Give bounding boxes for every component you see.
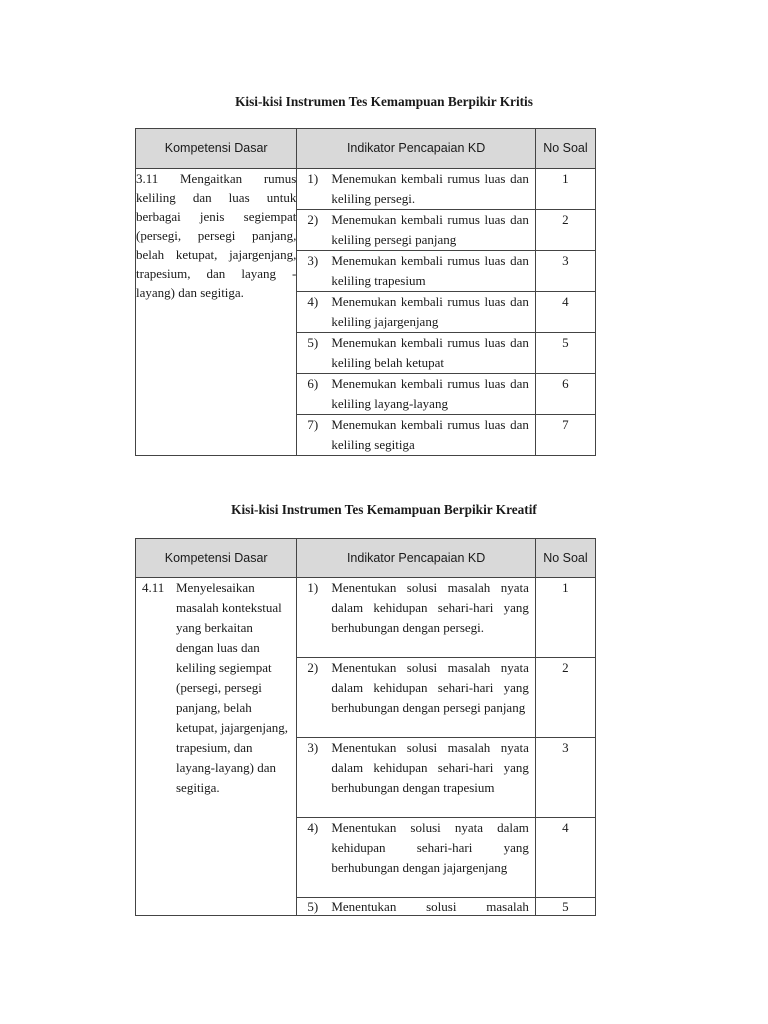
table1-row-no: 7 bbox=[535, 415, 595, 456]
row-number: 2) bbox=[307, 212, 319, 227]
row-number: 5) bbox=[307, 335, 319, 350]
table2-kd-cell bbox=[136, 578, 297, 916]
row-number: 3) bbox=[307, 740, 319, 755]
table1-row-no: 2 bbox=[535, 210, 595, 251]
table1-row-no: 4 bbox=[535, 292, 595, 333]
row-number: 7) bbox=[307, 417, 319, 432]
table2-row-indikator bbox=[297, 898, 536, 916]
table1-row-indikator bbox=[297, 333, 536, 374]
table2 bbox=[135, 538, 596, 916]
table1-row-indikator bbox=[297, 251, 536, 292]
row-text: Menentukan solusi nyata dalam kehidupan sehari-hari yang berhubungan dengan jajargenjang bbox=[331, 820, 529, 875]
kd-text: Menyelesaikan masalah kontekstual yang berkaitan dengan luas dan keliling segiempat (persegi, persegi panjang, belah ketupat, jajargenjang, trapesium, dan layang-layang) dan segitiga. bbox=[176, 580, 289, 795]
table2-row-no: 3 bbox=[535, 738, 595, 818]
row-text: Menentukan solusi masalah nyata dalam kehidupan sehari-hari yang berhubungan dengan persegi panjang bbox=[331, 660, 529, 715]
row-text: Menemukan kembali rumus luas dan keliling segitiga bbox=[331, 417, 529, 452]
table2-row-indikator bbox=[297, 738, 536, 818]
table1-row-indikator bbox=[297, 210, 536, 251]
table1-row-no: 3 bbox=[535, 251, 595, 292]
table2-header-indikator: Indikator Pencapaian KD bbox=[297, 539, 536, 578]
table1 bbox=[135, 128, 596, 456]
row-text: Menemukan kembali rumus luas dan keliling layang-layang bbox=[331, 376, 529, 411]
table1-row-indikator bbox=[297, 415, 536, 456]
table2-row-indikator bbox=[297, 658, 536, 738]
table2-row-no: 4 bbox=[535, 818, 595, 898]
row-number: 5) bbox=[307, 899, 319, 914]
row-text: Menemukan kembali rumus luas dan keliling belah ketupat bbox=[331, 335, 529, 370]
row-number: 2) bbox=[307, 660, 319, 675]
table2-row-no: 2 bbox=[535, 658, 595, 738]
table1-header-no-soal: No Soal bbox=[535, 129, 595, 169]
table2-row-no: 1 bbox=[535, 578, 595, 658]
row-number: 6) bbox=[307, 376, 319, 391]
table2-title: Kisi-kisi Instrumen Tes Kemampuan Berpikir Kreatif bbox=[231, 502, 537, 517]
row-text: Menentukan solusi masalah bbox=[331, 899, 529, 914]
table1-header-indikator: Indikator Pencapaian KD bbox=[297, 129, 536, 169]
table1-row-indikator bbox=[297, 292, 536, 333]
kd-code: 4.11 bbox=[142, 580, 165, 595]
row-text: Menentukan solusi masalah nyata dalam kehidupan sehari-hari yang berhubungan dengan trapesium bbox=[331, 740, 529, 795]
table1-title: Kisi-kisi Instrumen Tes Kemampuan Berpikir Kritis bbox=[235, 94, 533, 109]
row-number: 4) bbox=[307, 820, 319, 835]
row-text: Menemukan kembali rumus luas dan keliling trapesium bbox=[331, 253, 529, 288]
row-text: Menemukan kembali rumus luas dan keliling persegi. bbox=[331, 171, 529, 206]
table1-row-indikator bbox=[297, 374, 536, 415]
row-text: Menentukan solusi masalah nyata dalam kehidupan sehari-hari yang berhubungan dengan persegi. bbox=[331, 580, 529, 635]
row-number: 1) bbox=[307, 580, 319, 595]
row-text: Menemukan kembali rumus luas dan keliling persegi panjang bbox=[331, 212, 529, 247]
table2-row-indikator bbox=[297, 818, 536, 898]
table1-header-kd: Kompetensi Dasar bbox=[136, 129, 297, 169]
table1-row-indikator bbox=[297, 169, 536, 210]
row-number: 1) bbox=[307, 171, 319, 186]
table1-row-no: 1 bbox=[535, 169, 595, 210]
row-number: 3) bbox=[307, 253, 319, 268]
table2-row-indikator bbox=[297, 578, 536, 658]
row-text: Menemukan kembali rumus luas dan keliling jajargenjang bbox=[331, 294, 529, 329]
row-number: 4) bbox=[307, 294, 319, 309]
table2-header-kd: Kompetensi Dasar bbox=[136, 539, 297, 578]
table1-row-no: 6 bbox=[535, 374, 595, 415]
table1-kd-cell: 3.11 Mengaitkan rumus keliling dan luas untuk berbagai jenis segiempat (persegi, persegi panjang, belah ketupat, jajargenjang, trapesium, dan layang -layang) dan segitiga. bbox=[136, 169, 297, 456]
table2-row-no: 5 bbox=[535, 898, 595, 916]
table1-row-no: 5 bbox=[535, 333, 595, 374]
table2-header-no-soal: No Soal bbox=[535, 539, 595, 578]
